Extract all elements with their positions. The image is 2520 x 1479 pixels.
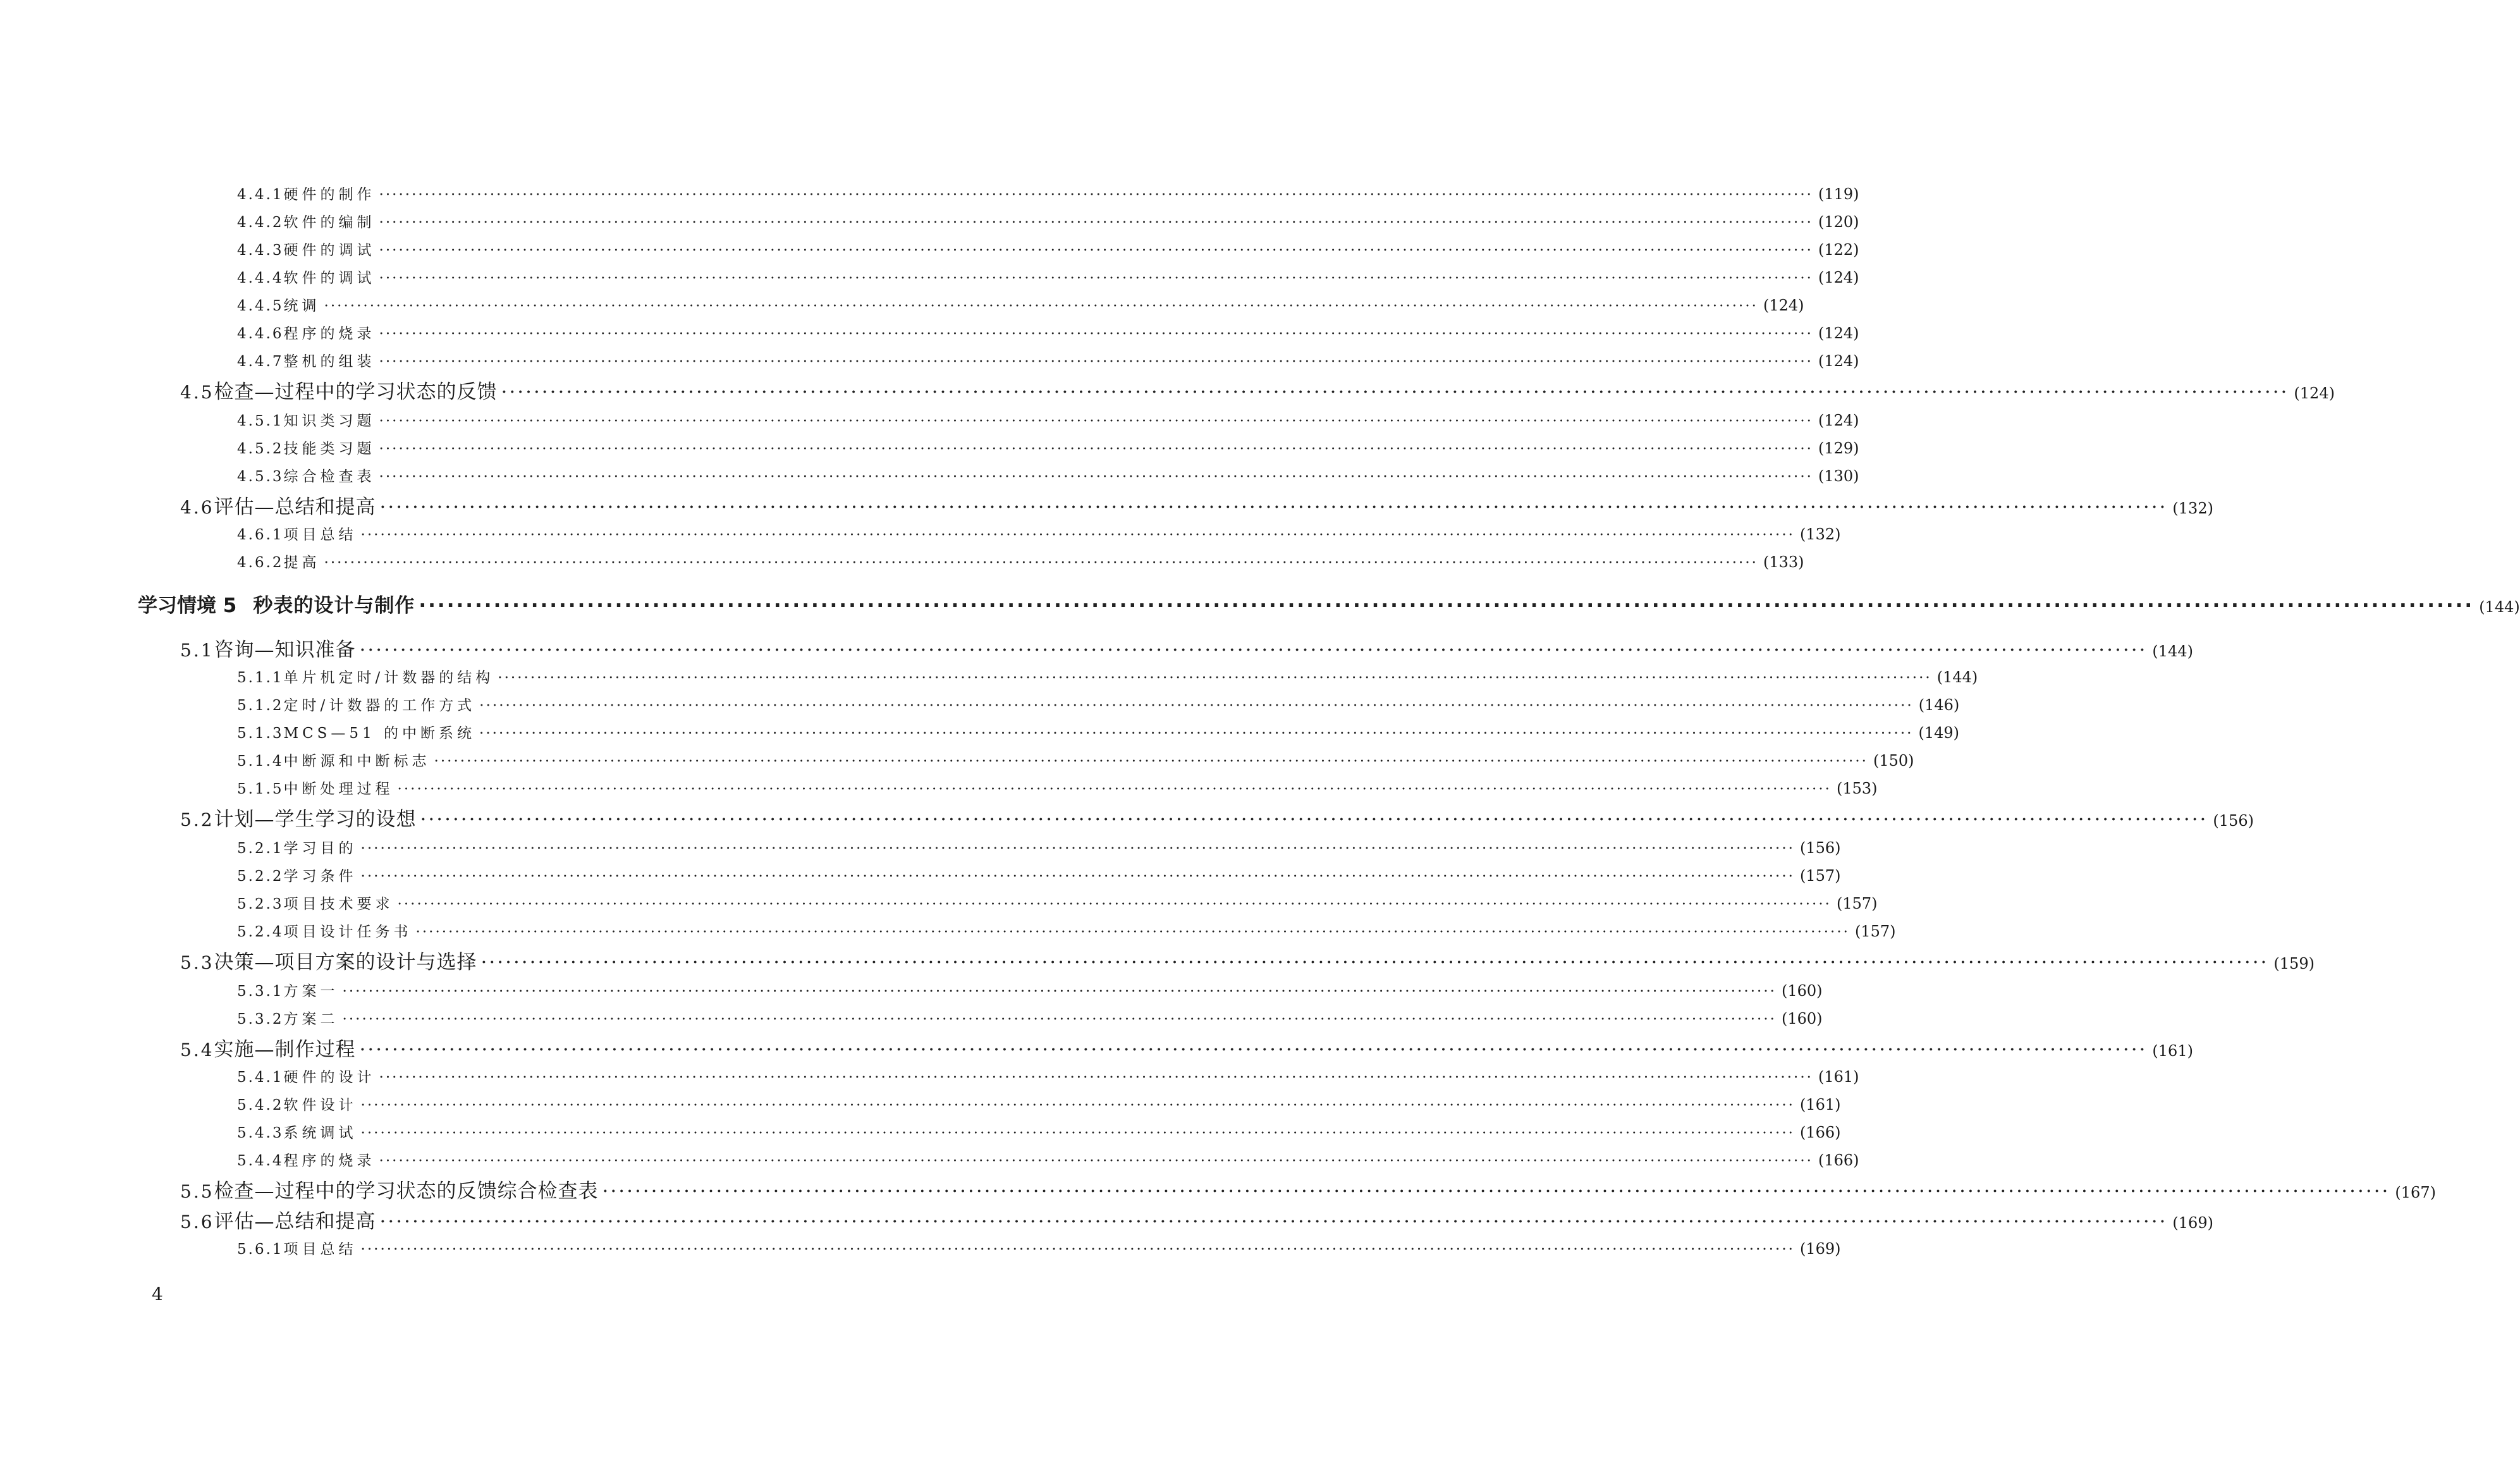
toc-entry-page: (144) bbox=[2479, 598, 2520, 616]
toc-dot-leader: ···························································································································································································································· bbox=[434, 753, 1868, 770]
toc-dot-leader: ···························································································································································································································· bbox=[419, 594, 2474, 617]
toc-entry-title: 单片机定时/计数器的结构 bbox=[283, 670, 494, 686]
toc-dot-leader: ···························································································································································································································· bbox=[359, 1038, 2148, 1061]
toc-entry-page: (169) bbox=[1799, 1240, 1841, 1258]
toc-dot-leader: ···························································································································································································································· bbox=[379, 496, 2168, 519]
toc-dot-leader: ···························································································································································································································· bbox=[379, 1210, 2168, 1233]
toc-dot-leader: ···························································································································································································································· bbox=[498, 670, 1932, 686]
toc-entry-title: 学习条件 bbox=[283, 868, 357, 885]
toc-entry-title: 软件设计 bbox=[283, 1097, 357, 1114]
toc-entry-page: (166) bbox=[1799, 1124, 1841, 1141]
toc-dot-leader: ···························································································································································································································· bbox=[360, 868, 1795, 885]
toc-entry-title: MCS—51 的中断系统 bbox=[283, 725, 476, 742]
toc-subsection-entry[interactable] bbox=[237, 410, 1859, 431]
page-number: 4 bbox=[152, 1284, 163, 1304]
toc-subsection-entry[interactable] bbox=[237, 183, 1859, 205]
toc-subsection-entry[interactable] bbox=[237, 1238, 1841, 1260]
toc-entry-page: (119) bbox=[1818, 185, 1859, 203]
toc-dot-leader: ···························································································································································································································· bbox=[324, 298, 1758, 314]
toc-entry-page: (144) bbox=[2152, 642, 2193, 660]
toc-dot-leader: ···························································································································································································································· bbox=[342, 1011, 1777, 1028]
toc-subsection-entry[interactable] bbox=[237, 722, 1959, 744]
toc-dot-leader: ···························································································································································································································· bbox=[379, 353, 1813, 370]
toc-entry-number: 5.1.1 bbox=[237, 670, 284, 686]
toc-dot-leader: ···························································································································································································································· bbox=[360, 527, 1795, 543]
toc-entry-page: (124) bbox=[2294, 384, 2335, 402]
toc-entry-number: 5.1.2 bbox=[237, 697, 284, 714]
toc-entry-page: (129) bbox=[1818, 439, 1859, 457]
toc-entry-title: 实施—制作过程 bbox=[214, 1038, 356, 1061]
toc-entry-number: 4.5.2 bbox=[237, 441, 284, 457]
toc-entry-title: 整机的组装 bbox=[283, 353, 376, 370]
toc-entry-title: 知识类习题 bbox=[283, 413, 376, 429]
toc-entry-page: (130) bbox=[1818, 467, 1859, 485]
toc-dot-leader: ···························································································································································································································· bbox=[397, 896, 1832, 912]
toc-entry-number: 5.1.5 bbox=[237, 781, 284, 797]
toc-entry-title: 硬件的制作 bbox=[283, 187, 376, 203]
toc-entry-number: 5.5 bbox=[180, 1181, 214, 1202]
toc-entry-number: 4.6.2 bbox=[237, 555, 284, 571]
toc-entry-page: (124) bbox=[1818, 352, 1859, 370]
toc-dot-leader: ···························································································································································································································· bbox=[379, 1069, 1813, 1086]
toc-subsection-entry[interactable] bbox=[237, 980, 1823, 1002]
toc-entry-page: (144) bbox=[1936, 668, 1978, 686]
toc-subsection-entry[interactable] bbox=[237, 750, 1914, 771]
toc-entry-title: 程序的烧录 bbox=[283, 326, 376, 342]
toc-entry-title: 项目设计任务书 bbox=[283, 924, 412, 940]
toc-dot-leader: ···························································································································································································································· bbox=[360, 1097, 1795, 1114]
toc-entry-page: (156) bbox=[2213, 812, 2254, 830]
toc-entry-page: (132) bbox=[2172, 500, 2213, 517]
toc-entry-number: 5.4.4 bbox=[237, 1153, 284, 1169]
toc-entry-number: 4.6 bbox=[180, 497, 214, 518]
toc-entry-title: 项目总结 bbox=[283, 527, 357, 543]
toc-entry-number: 5.4.2 bbox=[237, 1097, 284, 1114]
toc-entry-number: 4.4.1 bbox=[237, 187, 284, 203]
toc-entry-page: (167) bbox=[2395, 1184, 2436, 1201]
toc-dot-leader: ···························································································································································································································· bbox=[379, 187, 1813, 203]
toc-section-entry[interactable] bbox=[180, 807, 2254, 832]
toc-entry-number: 4.6.1 bbox=[237, 527, 284, 543]
toc-entry-title: 技能类习题 bbox=[283, 441, 376, 457]
toc-entry-title: 程序的烧录 bbox=[283, 1153, 376, 1169]
toc-entry-title: 项目技术要求 bbox=[283, 896, 394, 912]
toc-entry-title: 咨询—知识准备 bbox=[214, 639, 356, 661]
toc-entry-title: 评估—总结和提高 bbox=[214, 496, 376, 519]
toc-entry-page: (160) bbox=[1781, 982, 1823, 1000]
toc-entry-title: 软件的调试 bbox=[283, 270, 376, 286]
toc-entry-page: (149) bbox=[1918, 724, 1959, 742]
toc-subsection-entry[interactable] bbox=[237, 694, 1960, 716]
toc-entry-number: 5.3.2 bbox=[237, 1011, 284, 1028]
toc-entry-title: 计划—学生学习的设想 bbox=[214, 808, 417, 831]
toc-dot-leader: ···························································································································································································································· bbox=[379, 469, 1813, 485]
toc-dot-leader: ···························································································································································································································· bbox=[379, 326, 1813, 342]
toc-entry-title: 中断处理过程 bbox=[283, 781, 394, 797]
toc-section-entry[interactable] bbox=[180, 1209, 2213, 1234]
toc-dot-leader: ···························································································································································································································· bbox=[379, 270, 1813, 286]
toc-dot-leader: ···························································································································································································································· bbox=[379, 441, 1813, 457]
toc-entry-page: (124) bbox=[1818, 412, 1859, 429]
toc-entry-page: (160) bbox=[1781, 1010, 1823, 1028]
toc-subsection-entry[interactable] bbox=[237, 1150, 1859, 1171]
toc-subsection-entry[interactable] bbox=[237, 1008, 1823, 1029]
toc-subsection-entry[interactable] bbox=[237, 239, 1859, 261]
toc-entry-page: (169) bbox=[2172, 1214, 2213, 1232]
toc-chapter-entry[interactable] bbox=[138, 592, 2520, 620]
toc-subsection-entry[interactable] bbox=[237, 295, 1804, 316]
toc-dot-leader: ···························································································································································································································· bbox=[480, 951, 2269, 974]
toc-entry-title: 方案二 bbox=[283, 1011, 339, 1028]
toc-dot-leader: ···························································································································································································································· bbox=[479, 697, 1914, 714]
toc-subsection-entry[interactable] bbox=[237, 893, 1878, 914]
toc-entry-page: (161) bbox=[1818, 1068, 1859, 1086]
toc-entry-number: 5.6.1 bbox=[237, 1241, 284, 1258]
toc-subsection-entry[interactable] bbox=[237, 865, 1841, 887]
toc-entry-page: (124) bbox=[1818, 324, 1859, 342]
toc-entry-number: 5.2 bbox=[180, 809, 214, 830]
toc-entry-page: (124) bbox=[1818, 269, 1859, 286]
toc-entry-page: (124) bbox=[1763, 297, 1804, 314]
toc-entry-page: (157) bbox=[1836, 895, 1878, 912]
toc-entry-number: 4.4.3 bbox=[237, 242, 284, 259]
toc-entry-number: 5.1 bbox=[180, 640, 214, 661]
toc-dot-leader: ···························································································································································································································· bbox=[415, 924, 1850, 940]
toc-entry-title: 硬件的设计 bbox=[283, 1069, 376, 1086]
toc-dot-leader: ···························································································································································································································· bbox=[479, 725, 1914, 742]
toc-entry-number: 4.5.1 bbox=[237, 413, 284, 429]
toc-entry-page: (159) bbox=[2273, 955, 2315, 973]
toc-entry-title: 中断源和中断标志 bbox=[283, 753, 431, 770]
toc-entry-number: 5.3.1 bbox=[237, 983, 284, 1000]
toc-entry-page: (156) bbox=[1799, 839, 1841, 857]
toc-subsection-entry[interactable] bbox=[237, 1066, 1859, 1088]
toc-entry-page: (166) bbox=[1818, 1151, 1859, 1169]
toc-entry-number: 5.6 bbox=[180, 1212, 214, 1232]
toc-dot-leader: ···························································································································································································································· bbox=[360, 1241, 1795, 1258]
toc-entry-number: 5.2.1 bbox=[237, 840, 284, 857]
toc-subsection-entry[interactable] bbox=[237, 211, 1859, 233]
toc-entry-number: 5.3 bbox=[180, 952, 214, 973]
toc-entry-number: 4.4.4 bbox=[237, 270, 284, 286]
toc-entry-number: 5.4.3 bbox=[237, 1125, 284, 1141]
toc-entry-page: (133) bbox=[1763, 553, 1804, 571]
toc-dot-leader: ···························································································································································································································· bbox=[342, 983, 1777, 1000]
toc-entry-page: (157) bbox=[1799, 867, 1841, 885]
toc-entry-number: 4.5 bbox=[180, 382, 214, 403]
toc-entry-title: 检查—过程中的学习状态的反馈综合检查表 bbox=[214, 1180, 599, 1203]
toc-subsection-entry[interactable] bbox=[237, 1094, 1841, 1115]
toc-section-entry[interactable] bbox=[180, 494, 2213, 520]
toc-entry-number: 4.4.6 bbox=[237, 326, 284, 342]
toc-subsection-entry[interactable] bbox=[237, 267, 1859, 288]
toc-subsection-entry[interactable] bbox=[237, 837, 1841, 859]
toc-entry-title: 综合检查表 bbox=[283, 469, 376, 485]
toc-entry-number: 5.4.1 bbox=[237, 1069, 284, 1086]
toc-entry-title: 统调 bbox=[283, 298, 321, 314]
toc-subsection-entry[interactable] bbox=[237, 551, 1804, 573]
toc-dot-leader: ···························································································································································································································· bbox=[379, 214, 1813, 231]
toc-entry-page: (122) bbox=[1818, 241, 1859, 259]
toc-entry-title: 硬件的调试 bbox=[283, 242, 376, 259]
toc-subsection-entry[interactable] bbox=[237, 350, 1859, 372]
toc-entry-number: 5.1.4 bbox=[237, 753, 284, 770]
toc-entry-page: (146) bbox=[1918, 696, 1960, 714]
toc-dot-leader: ···························································································································································································································· bbox=[379, 242, 1813, 259]
toc-subsection-entry[interactable] bbox=[237, 1122, 1841, 1143]
toc-entry-number: 学习情境 5 bbox=[138, 594, 237, 617]
toc-entry-title: 软件的编制 bbox=[283, 214, 376, 231]
toc-entry-page: (161) bbox=[1799, 1096, 1841, 1114]
toc-dot-leader: ···························································································································································································································· bbox=[602, 1180, 2390, 1203]
toc-entry-page: (132) bbox=[1799, 525, 1841, 543]
toc-entry-number: 5.4 bbox=[180, 1040, 214, 1060]
toc-dot-leader: ···························································································································································································································· bbox=[420, 808, 2208, 831]
toc-entry-number: 4.4.2 bbox=[237, 214, 284, 231]
toc-entry-title: 方案一 bbox=[283, 983, 339, 1000]
toc-entry-number: 4.4.7 bbox=[237, 353, 284, 370]
toc-section-entry[interactable] bbox=[180, 637, 2193, 663]
toc-section-entry[interactable] bbox=[180, 950, 2315, 975]
toc-entry-page: (153) bbox=[1836, 780, 1878, 797]
toc-entry-page: (157) bbox=[1854, 923, 1896, 940]
toc-dot-leader: ···························································································································································································································· bbox=[379, 1153, 1813, 1169]
toc-entry-title: 评估—总结和提高 bbox=[214, 1210, 376, 1233]
toc-dot-leader: ···························································································································································································································· bbox=[359, 639, 2148, 661]
toc-dot-leader: ···························································································································································································································· bbox=[501, 381, 2289, 403]
toc-subsection-entry[interactable] bbox=[237, 524, 1841, 545]
toc-entry-title: 提高 bbox=[283, 555, 321, 571]
toc-entry-number: 5.2.4 bbox=[237, 924, 284, 940]
toc-dot-leader: ···························································································································································································································· bbox=[397, 781, 1832, 797]
toc-entry-page: (150) bbox=[1873, 752, 1914, 770]
toc-entry-number: 4.4.5 bbox=[237, 298, 284, 314]
toc-entry-title: 决策—项目方案的设计与选择 bbox=[214, 951, 477, 974]
toc-entry-title: 系统调试 bbox=[283, 1125, 357, 1141]
toc-dot-leader: ···························································································································································································································· bbox=[360, 1125, 1795, 1141]
toc-dot-leader: ···························································································································································································································· bbox=[360, 840, 1795, 857]
toc-subsection-entry[interactable] bbox=[237, 666, 1978, 688]
toc-subsection-entry[interactable] bbox=[237, 778, 1878, 799]
toc-subsection-entry[interactable] bbox=[237, 921, 1896, 942]
toc-subsection-entry[interactable] bbox=[237, 322, 1859, 344]
toc-entry-number: 5.1.3 bbox=[237, 725, 284, 742]
toc-dot-leader: ···························································································································································································································· bbox=[324, 555, 1758, 571]
toc-entry-page: (120) bbox=[1818, 213, 1859, 231]
toc-entry-title: 项目总结 bbox=[283, 1241, 357, 1258]
toc-entry-number: 5.2.2 bbox=[237, 868, 284, 885]
toc-entry-title: 定时/计数器的工作方式 bbox=[283, 697, 476, 714]
toc-entry-title: 检查—过程中的学习状态的反馈 bbox=[214, 381, 498, 403]
toc-entry-title: 学习目的 bbox=[283, 840, 357, 857]
toc-entry-page: (161) bbox=[2152, 1042, 2193, 1060]
toc-entry-title: 秒表的设计与制作 bbox=[253, 594, 415, 617]
toc-subsection-entry[interactable] bbox=[237, 438, 1859, 459]
toc-entry-number: 4.5.3 bbox=[237, 469, 284, 485]
toc-dot-leader: ···························································································································································································································· bbox=[379, 413, 1813, 429]
toc-entry-number: 5.2.3 bbox=[237, 896, 284, 912]
toc-subsection-entry[interactable] bbox=[237, 465, 1859, 487]
toc-section-entry[interactable] bbox=[180, 1179, 2436, 1204]
toc-section-entry[interactable] bbox=[180, 1037, 2193, 1062]
toc-section-entry[interactable] bbox=[180, 379, 2335, 405]
